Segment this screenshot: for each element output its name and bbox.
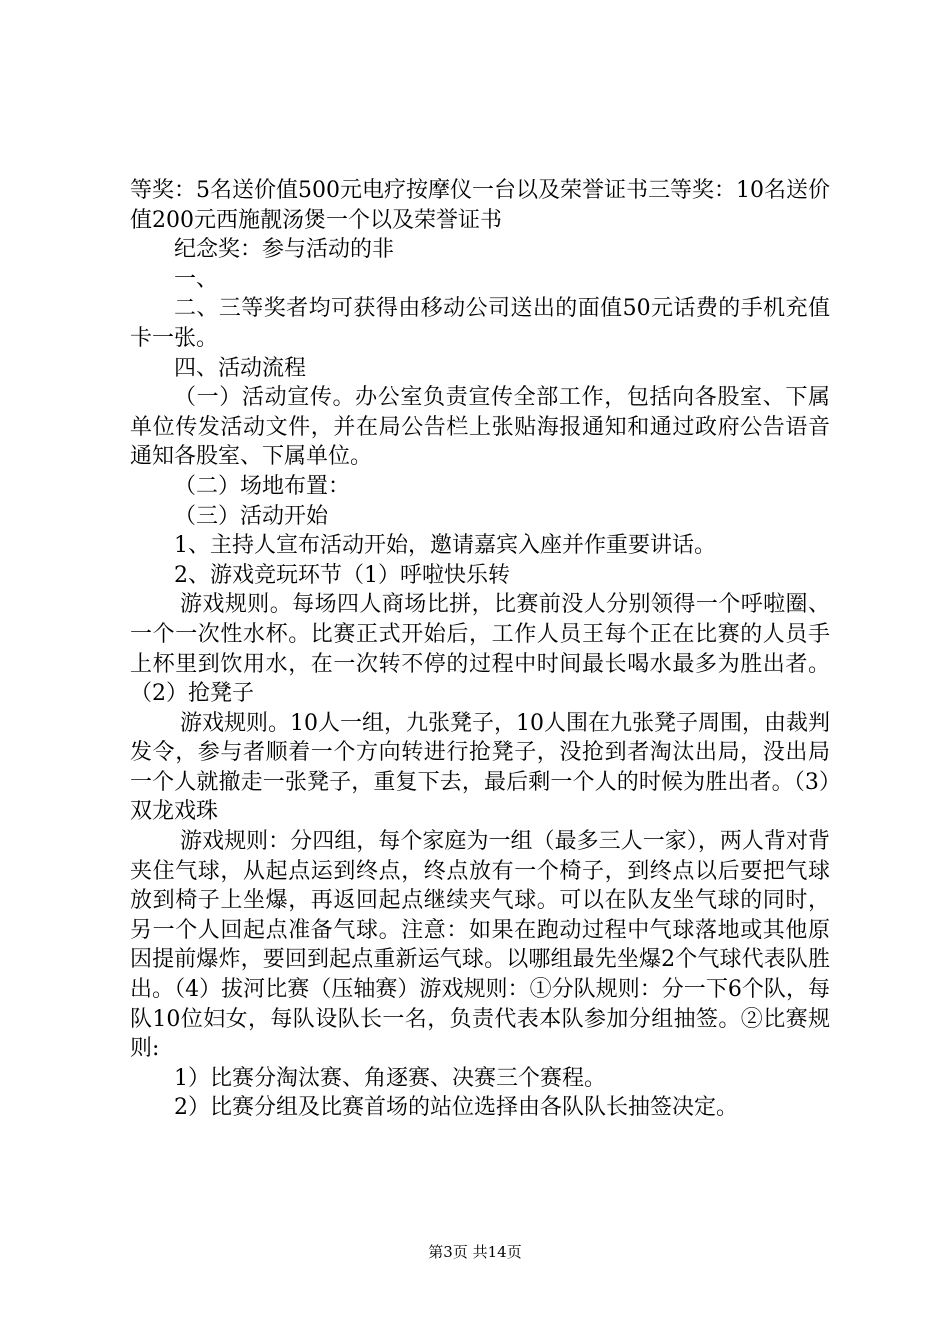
page-number-footer: 第3页 共14页 [428, 1243, 522, 1261]
paragraph-2: 纪念奖：参与活动的非 [174, 237, 395, 263]
paragraph-6: （一）活动宣传。办公室负责宣传全部工作，包括向各股室、下属单位传发活动文件，并在局公告栏上张贴海报通知和通过政府公告语音通知各股室、下属单位。 [130, 385, 830, 470]
paragraph-10: 2、游戏竞玩环节（1）呼啦快乐转 [174, 562, 510, 588]
document-body [130, 176, 830, 1123]
paragraph-1: 等奖：5名送价值500元电疗按摩仪一台以及荣誉证书三等奖：10名送价值200元西施靓汤煲一个以及荣誉证书 [130, 178, 830, 233]
paragraph-4: 二、三等奖者均可获得由移动公司送出的面值50元话费的手机充值卡一张。 [130, 296, 830, 351]
paragraph-11: 游戏规则。每场四人商场比拼，比赛前没人分别领得一个呼啦圈、一个一次性水杯。比赛正式开始后，工作人员王每个正在比赛的人员手上杯里到饮用水，在一次转不停的过程中时间最长喝水最多为胜出者。（2）抢凳子 [130, 592, 830, 707]
paragraph-3: 一、 [174, 266, 219, 292]
paragraph-8: （三）活动开始 [174, 503, 329, 529]
paragraph-12: 游戏规则。10人一组，九张凳子，10人围在九张凳子周围，由裁判发令，参与者顺着一个方向转进行抢凳子，没抢到者淘汰出局，没出局一个人就撤走一张凳子，重复下去，最后剩一个人的时候为胜出者。（3）双龙戏珠 [130, 710, 830, 825]
paragraph-7: （二）场地布置： [174, 473, 351, 499]
paragraph-9: 1、主持人宣布活动开始，邀请嘉宾入座并作重要讲话。 [174, 533, 716, 559]
paragraph-13: 游戏规则：分四组，每个家庭为一组（最多三人一家），两人背对背夹住气球，从起点运到终点，终点放有一个椅子，到终点以后要把气球放到椅子上坐爆，再返回起点继续夹气球。可以在队友坐气球的同时，另一个人回起点准备气球。注意：如果在跑动过程中气球落地或其他原因提前爆炸，要回到起点重新运气球。以哪组最先坐爆2个气球代表队胜出。（4）拔河比赛（压轴赛）游戏规则：①分队规则：分一下6个队，每队10位妇女，每队设队长一名，负责代表本队参加分组抽签。②比赛规则: [130, 829, 830, 1062]
paragraph-15: 2）比赛分组及比赛首场的站位选择由各队队长抽签决定。 [174, 1095, 738, 1121]
paragraph-5: 四、活动流程 [174, 355, 307, 381]
paragraph-14: 1）比赛分淘汰赛、角逐赛、决赛三个赛程。 [174, 1065, 606, 1091]
